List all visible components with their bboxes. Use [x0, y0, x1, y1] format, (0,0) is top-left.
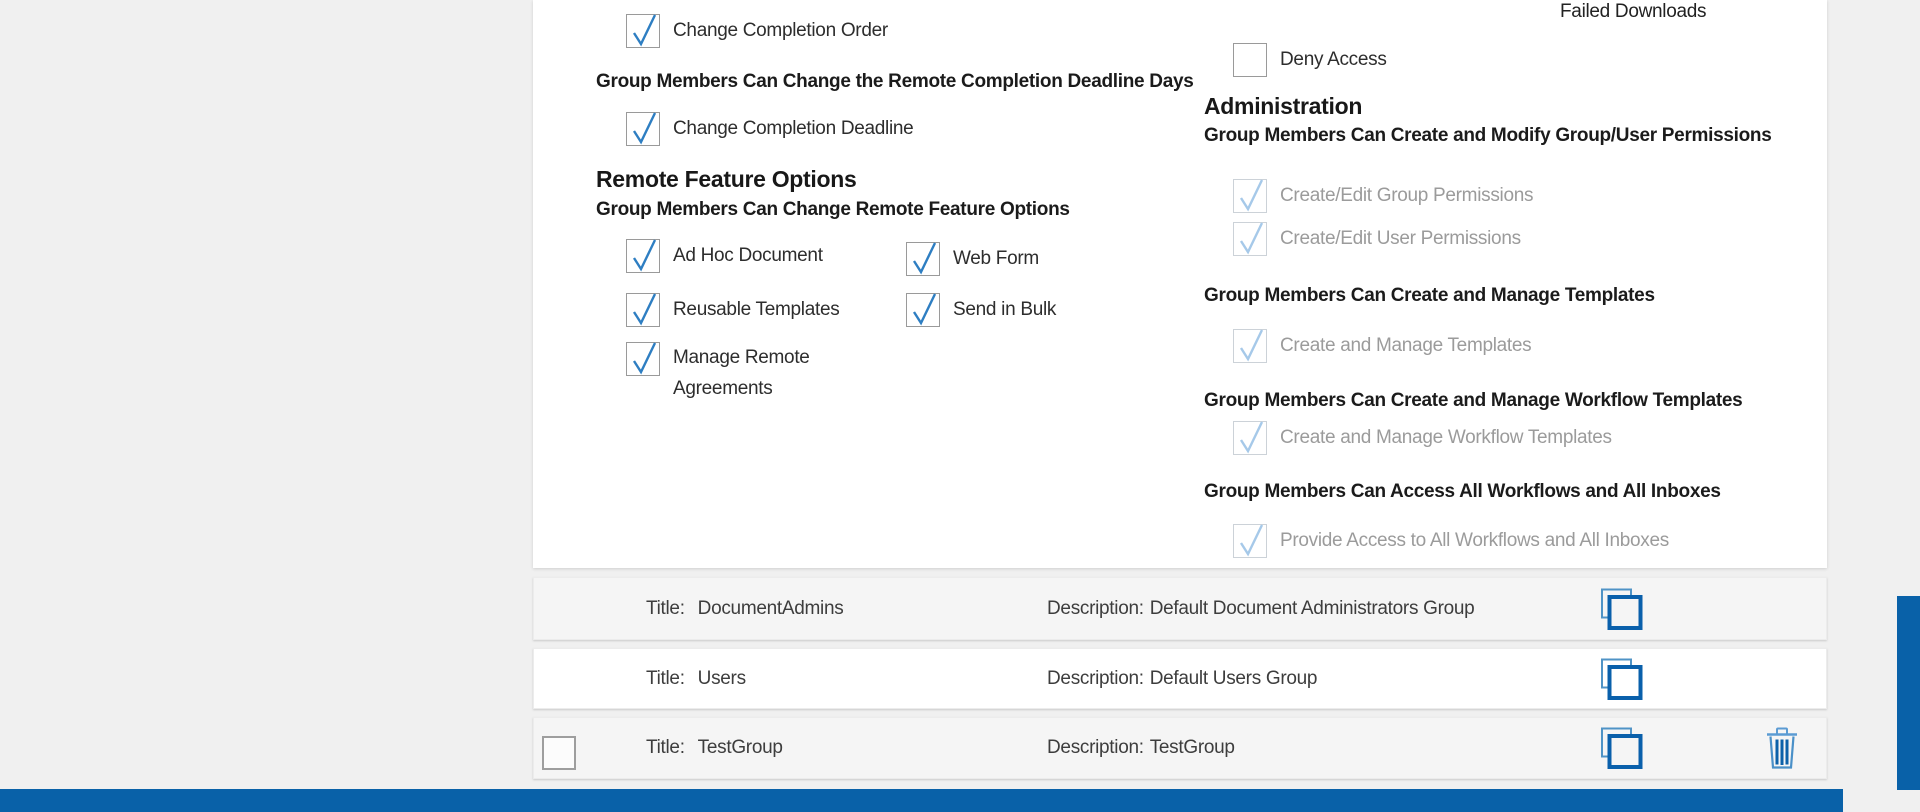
create-edit-group-permissions-row [1233, 179, 1533, 213]
reusable-templates-row [626, 293, 839, 327]
manage-templates-heading: Group Members Can Create and Manage Templates [1204, 285, 1655, 306]
change-completion-deadline-checkbox[interactable] [626, 112, 660, 146]
checkmark-icon [628, 237, 660, 275]
manage-remote-agreements-row [626, 342, 833, 404]
title-value: DocumentAdmins [697, 597, 844, 619]
description-label: Description: [1047, 597, 1144, 619]
manage-remote-agreements-checkbox[interactable] [626, 342, 660, 376]
access-all-workflows-heading: Group Members Can Access All Workflows and All Inboxes [1204, 481, 1721, 502]
create-edit-user-permissions-checkbox [1233, 222, 1267, 256]
manage-workflow-templates-heading: Group Members Can Create and Manage Workflow Templates [1204, 390, 1743, 411]
provide-access-all-workflows-row [1233, 524, 1669, 558]
checkmark-icon [628, 12, 660, 50]
change-completion-deadline-label: Change Completion Deadline [673, 118, 914, 139]
create-edit-user-permissions-label: Create/Edit User Permissions [1280, 228, 1521, 249]
row-description [1047, 737, 1235, 759]
ad-hoc-document-label: Ad Hoc Document [673, 245, 823, 266]
checkmark-icon [628, 291, 660, 329]
trash-icon [1764, 726, 1800, 771]
copy-icon [1599, 586, 1644, 631]
description-value: Default Users Group [1149, 667, 1318, 689]
change-completion-order-row [626, 14, 888, 48]
description-value: TestGroup [1149, 737, 1235, 758]
deny-access-label: Deny Access [1280, 49, 1387, 70]
checkmark-icon [1235, 522, 1267, 560]
create-manage-workflow-templates-checkbox [1233, 421, 1267, 455]
failed-downloads-label: Failed Downloads [1560, 1, 1707, 22]
administration-title: Administration [1204, 93, 1363, 119]
checkmark-icon [1235, 220, 1267, 258]
checkmark-icon [908, 240, 940, 278]
select-group-checkbox[interactable] [542, 736, 576, 770]
web-form-label: Web Form [953, 248, 1039, 269]
create-edit-user-permissions-row [1233, 222, 1521, 256]
reusable-templates-checkbox[interactable] [626, 293, 660, 327]
group-row-users [533, 648, 1827, 709]
checkmark-icon [1235, 327, 1267, 365]
change-completion-order-label: Change Completion Order [673, 20, 888, 41]
group-row-testgroup [533, 717, 1827, 779]
deny-access-checkbox[interactable] [1233, 43, 1267, 77]
create-manage-workflow-templates-row [1233, 421, 1612, 455]
web-form-checkbox[interactable] [906, 242, 940, 276]
checkmark-icon [908, 291, 940, 329]
remote-feature-options-heading: Group Members Can Change Remote Feature Options [596, 199, 1070, 220]
copy-group-button[interactable] [1599, 586, 1644, 631]
checkmark-icon [1235, 419, 1267, 457]
title-label: Title: [646, 667, 685, 689]
copy-group-button[interactable] [1599, 656, 1644, 701]
row-description [1047, 668, 1317, 690]
title-label: Title: [646, 737, 685, 758]
send-in-bulk-checkbox[interactable] [906, 293, 940, 327]
ad-hoc-document-checkbox[interactable] [626, 239, 660, 273]
create-manage-templates-row [1233, 329, 1531, 363]
row-title [646, 668, 746, 690]
deny-access-row [1233, 43, 1387, 77]
delete-group-button[interactable] [1764, 726, 1800, 771]
description-label: Description: [1047, 667, 1144, 689]
create-manage-templates-checkbox [1233, 329, 1267, 363]
copy-group-button[interactable] [1599, 726, 1644, 771]
checkmark-icon [1235, 177, 1267, 215]
description-value: Default Document Administrators Group [1149, 597, 1475, 619]
provide-access-all-workflows-label: Provide Access to All Workflows and All Inboxes [1280, 530, 1669, 551]
create-edit-group-permissions-label: Create/Edit Group Permissions [1280, 185, 1534, 206]
send-in-bulk-label: Send in Bulk [953, 299, 1057, 320]
deadline-days-heading: Group Members Can Change the Remote Completion Deadline Days [596, 71, 1194, 92]
copy-icon [1599, 726, 1644, 771]
create-manage-templates-label: Create and Manage Templates [1280, 335, 1532, 356]
change-completion-deadline-row [626, 112, 913, 146]
create-edit-group-permissions-checkbox [1233, 179, 1267, 213]
provide-access-all-workflows-checkbox [1233, 524, 1267, 558]
scrollbar-thumb[interactable] [1897, 596, 1920, 790]
manage-remote-agreements-label: Manage Remote Agreements [673, 347, 810, 399]
checkmark-icon [628, 340, 660, 378]
modify-permissions-heading: Group Members Can Create and Modify Group/User Permissions [1204, 125, 1772, 146]
title-value: TestGroup [697, 737, 783, 758]
send-in-bulk-row [906, 293, 1056, 327]
reusable-templates-label: Reusable Templates [673, 299, 840, 320]
change-completion-order-checkbox[interactable] [626, 14, 660, 48]
remote-feature-options-title: Remote Feature Options [596, 166, 857, 192]
group-row-documentadmins [533, 577, 1827, 640]
copy-icon [1599, 656, 1644, 701]
row-title [646, 598, 843, 620]
create-manage-workflow-templates-label: Create and Manage Workflow Templates [1280, 427, 1612, 448]
checkmark-icon [628, 110, 660, 148]
row-title [646, 737, 783, 759]
title-label: Title: [646, 597, 685, 619]
ad-hoc-document-row [626, 239, 823, 273]
description-label: Description: [1047, 737, 1144, 758]
title-value: Users [697, 667, 746, 689]
footer-bar [0, 789, 1843, 812]
row-description [1047, 598, 1474, 620]
web-form-row [906, 242, 1039, 276]
